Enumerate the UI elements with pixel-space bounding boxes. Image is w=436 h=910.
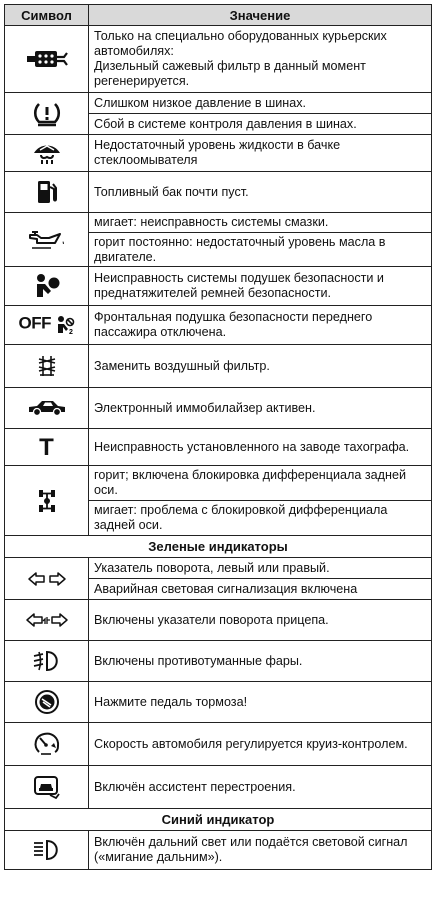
svg-text:2: 2 bbox=[68, 329, 73, 335]
meaning-cell: Неисправность системы подушек безопасности и преднатяжителей ремней безопасности. bbox=[89, 267, 432, 306]
meaning-cell: горит постоянно: недостаточный уровень масла в двигателе. bbox=[89, 233, 432, 267]
symbol-cell bbox=[5, 93, 89, 135]
meaning-cell: Фронтальная подушка безопасности переднего пассажира отключена. bbox=[89, 306, 432, 345]
dpf-filter-icon bbox=[26, 48, 68, 70]
symbol-cell bbox=[5, 213, 89, 267]
oil-can-icon bbox=[27, 229, 67, 251]
tachograph-icon: T bbox=[39, 433, 54, 461]
table-row bbox=[5, 26, 432, 93]
seat-person-icon bbox=[55, 315, 75, 335]
meaning-cell: горит; включена блокировка дифференциала задней оси. bbox=[89, 466, 432, 501]
symbol-cell bbox=[5, 600, 89, 641]
meaning-cell: Нажмите педаль тормоза! bbox=[89, 682, 432, 723]
symbol-cell bbox=[5, 641, 89, 682]
symbol-cell bbox=[5, 388, 89, 429]
meaning-cell: Электронный иммобилайзер активен. bbox=[89, 388, 432, 429]
section-row bbox=[5, 536, 432, 558]
table-row bbox=[5, 345, 432, 388]
meaning-cell: Аварийная световая сигнализация включена bbox=[89, 579, 432, 600]
meaning-cell: мигает: проблема с блокировкой дифференциала задней оси. bbox=[89, 501, 432, 536]
meaning-cell: Топливный бак почти пуст. bbox=[89, 172, 432, 213]
table-row bbox=[5, 466, 432, 501]
table-row bbox=[5, 723, 432, 766]
fog-light-icon bbox=[32, 650, 62, 672]
meaning-text: Дизельный сажевый фильтр в данный момент регенерируется. bbox=[94, 59, 366, 88]
symbol-cell bbox=[5, 558, 89, 600]
meaning-cell: Слишком низкое давление в шинах. bbox=[89, 93, 432, 114]
meaning-cell: Скорость автомобиля регулируется круиз-контролем. bbox=[89, 723, 432, 766]
table-row bbox=[5, 831, 432, 870]
off-label: OFF bbox=[18, 313, 51, 333]
turn-signal-icon bbox=[27, 571, 67, 587]
passenger-airbag-off-icon bbox=[19, 315, 75, 335]
table-row bbox=[5, 172, 432, 213]
table-row bbox=[5, 429, 432, 466]
cruise-control-icon bbox=[32, 731, 62, 757]
high-beam-icon bbox=[32, 839, 62, 861]
table-row bbox=[5, 600, 432, 641]
table-row bbox=[5, 306, 432, 345]
symbol-cell bbox=[5, 429, 89, 466]
meaning-text: Только на специально оборудованных курьерских автомобилях: bbox=[94, 29, 387, 58]
blue-section-title: Синий индикатор bbox=[5, 809, 432, 831]
fuel-pump-icon bbox=[36, 179, 58, 205]
table-row bbox=[5, 766, 432, 809]
table-row bbox=[5, 267, 432, 306]
meaning-cell: Заменить воздушный фильтр. bbox=[89, 345, 432, 388]
symbol-cell bbox=[5, 682, 89, 723]
symbol-cell bbox=[5, 26, 89, 93]
green-section-title: Зеленые индикаторы bbox=[5, 536, 432, 558]
symbol-column-header: Символ bbox=[5, 5, 89, 26]
symbol-cell bbox=[5, 766, 89, 809]
symbol-cell bbox=[5, 831, 89, 870]
meaning-cell: мигает: неисправность системы смазки. bbox=[89, 213, 432, 233]
table-row bbox=[5, 93, 432, 114]
tire-pressure-icon bbox=[33, 101, 61, 127]
meaning-column-header: Значение bbox=[89, 5, 432, 26]
section-row bbox=[5, 809, 432, 831]
meaning-cell: Включены противотуманные фары. bbox=[89, 641, 432, 682]
meaning-cell: Включён ассистент перестроения. bbox=[89, 766, 432, 809]
symbol-cell bbox=[5, 306, 89, 345]
table-header-row bbox=[5, 5, 432, 26]
symbol-cell bbox=[5, 345, 89, 388]
immobilizer-car-icon bbox=[27, 399, 67, 417]
symbol-cell bbox=[5, 723, 89, 766]
table-row bbox=[5, 641, 432, 682]
meaning-cell: Указатель поворота, левый или правый. bbox=[89, 558, 432, 579]
meaning-cell: Сбой в системе контроля давления в шинах. bbox=[89, 114, 432, 135]
table-row bbox=[5, 682, 432, 723]
symbol-cell bbox=[5, 135, 89, 172]
symbol-cell bbox=[5, 466, 89, 536]
symbol-cell bbox=[5, 172, 89, 213]
symbol-cell bbox=[5, 267, 89, 306]
trailer-turn-signal-icon bbox=[25, 612, 69, 628]
lane-change-assist-icon bbox=[32, 775, 62, 799]
indicator-table bbox=[4, 4, 432, 870]
table-row bbox=[5, 388, 432, 429]
air-filter-icon bbox=[37, 354, 57, 378]
meaning-cell: Включены указатели поворота прицепа. bbox=[89, 600, 432, 641]
differential-lock-icon bbox=[38, 488, 56, 514]
brake-pedal-icon bbox=[34, 689, 60, 715]
washer-fluid-icon bbox=[32, 141, 62, 165]
airbag-icon bbox=[33, 273, 61, 299]
table-row bbox=[5, 213, 432, 233]
meaning-cell bbox=[89, 26, 432, 93]
table-row bbox=[5, 135, 432, 172]
meaning-cell: Недостаточный уровень жидкости в бачке стеклоомывателя bbox=[89, 135, 432, 172]
meaning-cell: Неисправность установленного на заводе тахографа. bbox=[89, 429, 432, 466]
table-row bbox=[5, 558, 432, 579]
meaning-cell: Включён дальний свет или подаётся световой сигнал («мигание дальним»). bbox=[89, 831, 432, 870]
